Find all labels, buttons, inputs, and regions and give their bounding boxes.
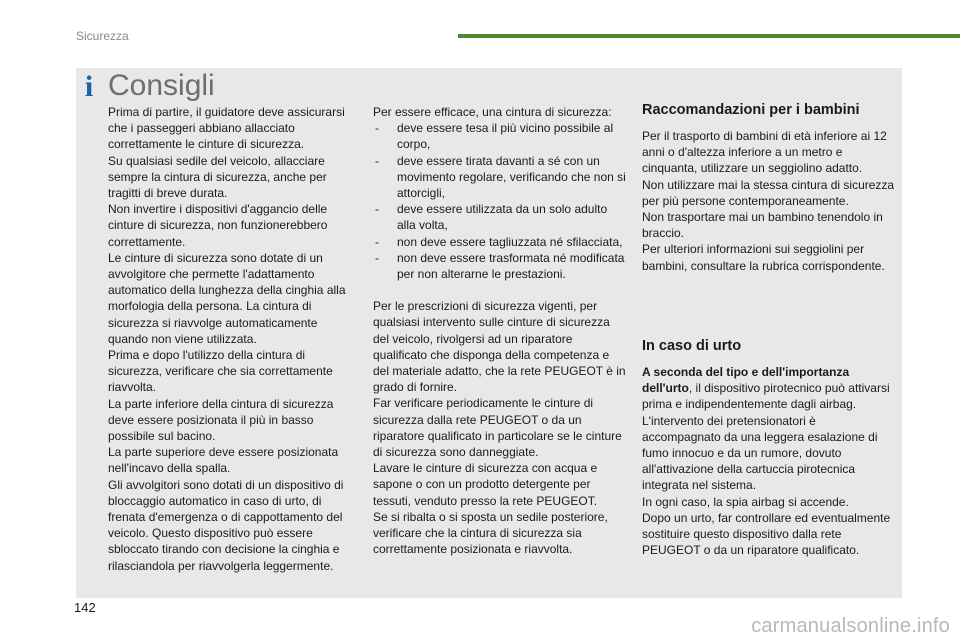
children-heading: Raccomandazioni per i bambini — [642, 102, 860, 118]
panel-title: Consigli — [108, 69, 215, 102]
crash-emphasis: A seconda del tipo e dell'importanza dell'urto — [642, 365, 850, 396]
paragraph: Prima e dopo l'utilizzo della cintura di sicurezza, verificare che sia correttamente riavvolta. — [108, 348, 333, 395]
paragraph: In ogni caso, la spia airbag si accende. — [642, 494, 849, 509]
paragraph: Dopo un urto, far controllare ed eventualmente sostituire questo dispositivo dalla rete PEUGEOT o da un riparatore qualificato. — [642, 510, 891, 558]
bullets-intro: Per essere efficace, una cintura di sicurezza: — [373, 105, 612, 119]
paragraph: Per ulteriori informazioni sui seggiolini per bambini, consultare la rubrica corrispondente. — [642, 242, 885, 273]
list-item: - deve essere tesa il più vicino possibile al corpo, — [373, 120, 628, 152]
page-number: 142 — [74, 600, 96, 615]
paragraph: Far verificare periodicamente le cinture di sicurezza dalla rete PEUGEOT o da un riparatore qualificato in particolare se le cinture di sicurezza sono danneggiate. — [373, 396, 622, 460]
section-label: Sicurezza — [76, 29, 129, 43]
section-accent-bar — [458, 34, 960, 38]
list-item: - non deve essere trasformata né modificata per non alterarne le prestazioni. — [373, 250, 628, 282]
watermark: carmanualsonline.info — [751, 615, 950, 637]
paragraph: La parte superiore deve essere posizionata nell'incavo della spalla. — [108, 445, 339, 476]
column-general-advice — [108, 104, 353, 574]
list-item: - deve essere utilizzata da un solo adulto alla volta, — [373, 201, 628, 233]
paragraph: Non invertire i dispositivi d'aggancio delle cinture di sicurezza, non funzionerebbero correttamente. — [108, 202, 328, 249]
paragraph: Non utilizzare mai la stessa cintura di sicurezza per più persone contemporaneamente. — [642, 177, 895, 208]
info-icon: i — [84, 70, 94, 103]
paragraph: Non trasportare mai un bambino tenendolo in braccio. — [642, 210, 883, 241]
paragraph: Su qualsiasi sedile del veicolo, allacciare sempre la cintura di sicurezza, anche per tragitti di breve durata. — [108, 153, 327, 201]
paragraph: Se si ribalta o si sposta un sedile posteriore, verificare che la cintura di sicurezza sia correttamente posizionata e riavvolta. — [373, 509, 608, 557]
crash-heading: In caso di urto — [642, 338, 742, 354]
crash-text: , il dispositivo pirotecnico può attivarsi prima e indipendentemente dagli airbag. L'intervento dei pretensionatori è accompagnato da una leggera esalazione di fumo innocuo e da un rumore, dovuto all'attivazione della cartuccia pirotecnica integrata nel sistema. — [642, 381, 890, 493]
paragraph: Lavare le cinture di sicurezza con acqua e sapone o con un prodotto detergente per tessuti, venduto presso la rete PEUGEOT. — [373, 461, 598, 508]
paragraph: Prima di partire, il guidatore deve assicurarsi che i passeggeri abbiano allacciato correttamente le cinture di sicurezza. — [108, 105, 345, 152]
paragraph: Per il trasporto di bambini di età inferiore ai 12 anni o d'altezza inferiore a un metro e cinquanta, utilizzare un seggiolino adatto. — [642, 129, 887, 176]
paragraph — [642, 364, 897, 494]
paragraph: La parte inferiore della cintura di sicurezza deve essere posizionata il più in basso possibile sul bacino. — [108, 396, 334, 444]
column-belt-requirements — [373, 104, 628, 557]
column-crash — [642, 336, 897, 558]
requirements-list — [373, 120, 628, 282]
paragraph: Per le prescrizioni di sicurezza vigenti, per qualsiasi intervento sulle cinture di sicurezza del veicolo, rivolgersi ad un riparatore qualificato che disponga della competenza e del materiale adatto, che la rete PEUGEOT è in grado di fornire. — [373, 299, 626, 395]
list-item: - deve essere tirata davanti a sé con un movimento regolare, verificando che non si attorcigli, — [373, 153, 628, 202]
paragraph: Gli avvolgitori sono dotati di un dispositivo di bloccaggio automatico in caso di urto, di frenata d'emergenza o di cappottamento del veicolo. Questo dispositivo può essere sbloccato tirando con decisione la cinghia e rilasciandola per riavvolgerla leggermente. — [108, 477, 344, 573]
list-item: - non deve essere tagliuzzata né sfilacciata, — [373, 234, 628, 250]
paragraph: Le cinture di sicurezza sono dotate di un avvolgitore che permette l'adattamento automatico della lunghezza della cinghia alla morfologia della persona. La cintura di sicurezza si riavvolge automaticamente quando non viene utilizzata. — [108, 250, 346, 346]
column-children — [642, 100, 897, 274]
